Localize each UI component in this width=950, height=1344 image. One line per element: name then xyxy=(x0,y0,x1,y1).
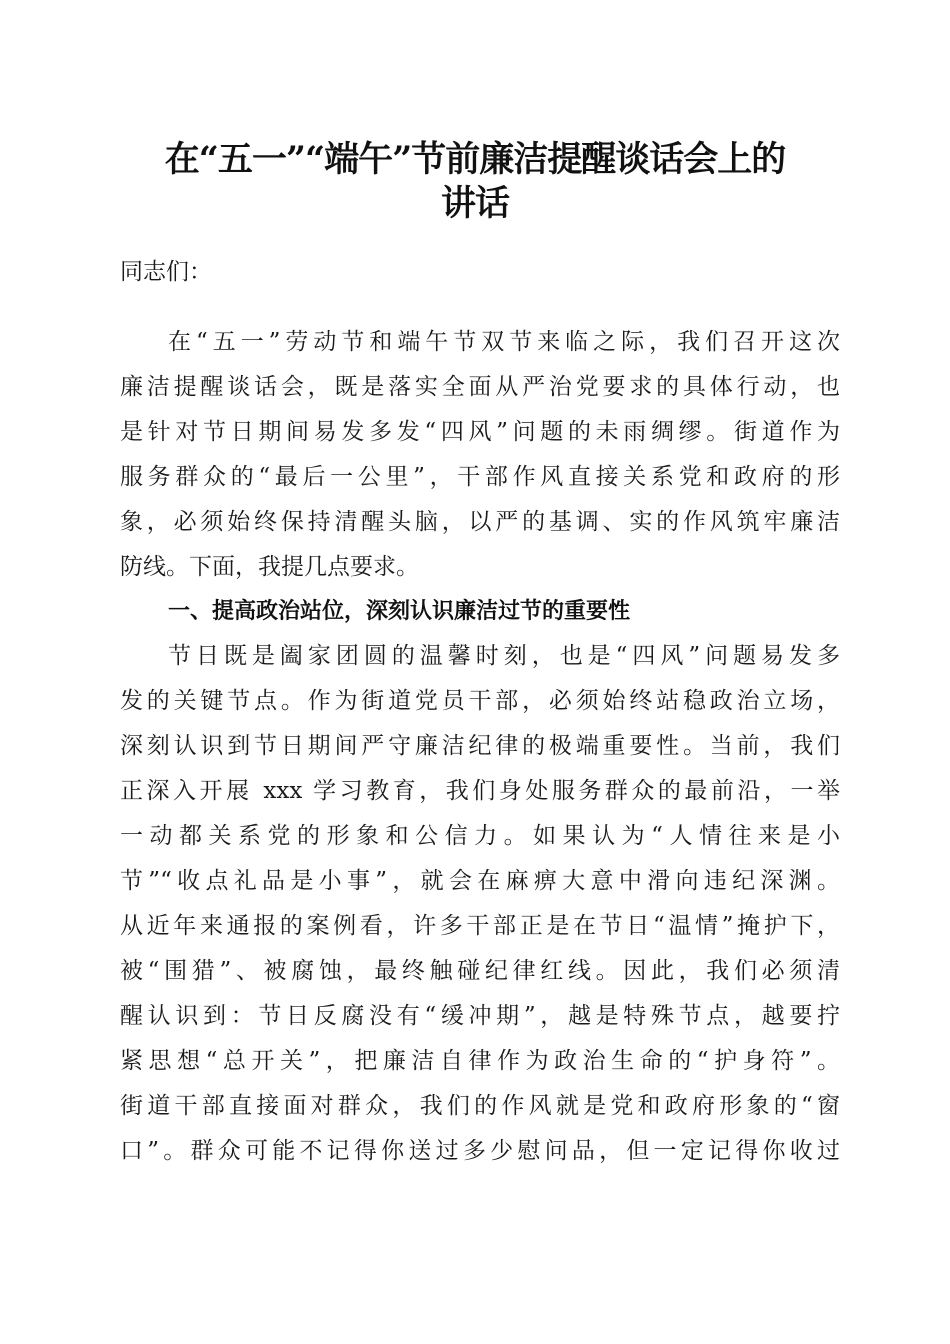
intro-paragraph-line: 防线。下面，我提几点要求。 xyxy=(120,554,419,580)
section-1-paragraph-line: 节日既是阖家团圆的温馨时刻，也是“四风”问题易发多 xyxy=(168,643,840,669)
salutation: 同志们： xyxy=(120,259,212,285)
intro-paragraph-line: 是针对节日期间易发多发“四风”问题的未雨绸缪。街道作为 xyxy=(120,419,840,445)
section-1-paragraph-line: 醒认识到：节日反腐没有“缓冲期”，越是特殊节点，越要拧 xyxy=(120,1003,840,1029)
section-1-paragraph-line: 深刻认识到节日期间严守廉洁纪律的极端重要性。当前，我们 xyxy=(120,733,840,759)
section-heading-1: 一、提高政治站位，深刻认识廉洁过节的重要性 xyxy=(168,599,631,624)
section-1-paragraph-line: 紧思想“总开关”，把廉洁自律作为政治生命的“护身符”。 xyxy=(120,1048,840,1074)
section-1-paragraph-line: 口”。群众可能不记得你送过多少慰问品，但一定记得你收过 xyxy=(120,1138,840,1164)
section-1-paragraph-line: 从近年来通报的案例看，许多干部正是在节日“温情”掩护下， xyxy=(120,913,840,939)
intro-paragraph-line: 廉洁提醒谈话会，既是落实全面从严治党要求的具体行动，也 xyxy=(120,374,840,400)
section-1-paragraph-line: 发的关键节点。作为街道党员干部，必须始终站稳政治立场， xyxy=(120,688,840,714)
intro-paragraph-line: 服务群众的“最后一公里”，干部作风直接关系党和政府的形 xyxy=(120,464,840,490)
intro-paragraph-line: 在“五一”劳动节和端午节双节来临之际，我们召开这次 xyxy=(168,329,840,355)
document-title-line-2: 讲话 xyxy=(440,183,509,224)
section-1-paragraph-line: 街道干部直接面对群众，我们的作风就是党和政府形象的“窗 xyxy=(120,1093,840,1119)
section-1-paragraph-line: 正深入开展 xxx 学习教育，我们身处服务群众的最前沿，一举 xyxy=(120,778,840,804)
section-1-paragraph-line: 节”“收点礼品是小事”，就会在麻痹大意中滑向违纪深渊。 xyxy=(120,868,840,894)
intro-paragraph-line: 象，必须始终保持清醒头脑，以严的基调、实的作风筑牢廉洁 xyxy=(120,509,840,535)
section-1-paragraph-line: 被“围猎”、被腐蚀，最终触碰纪律红线。因此，我们必须清 xyxy=(120,958,840,984)
document-title-line-1: 在“五一”“端午”节前廉洁提醒谈话会上的 xyxy=(164,139,786,180)
section-1-paragraph-line: 一动都关系党的形象和公信力。如果认为“人情往来是小 xyxy=(120,823,840,849)
